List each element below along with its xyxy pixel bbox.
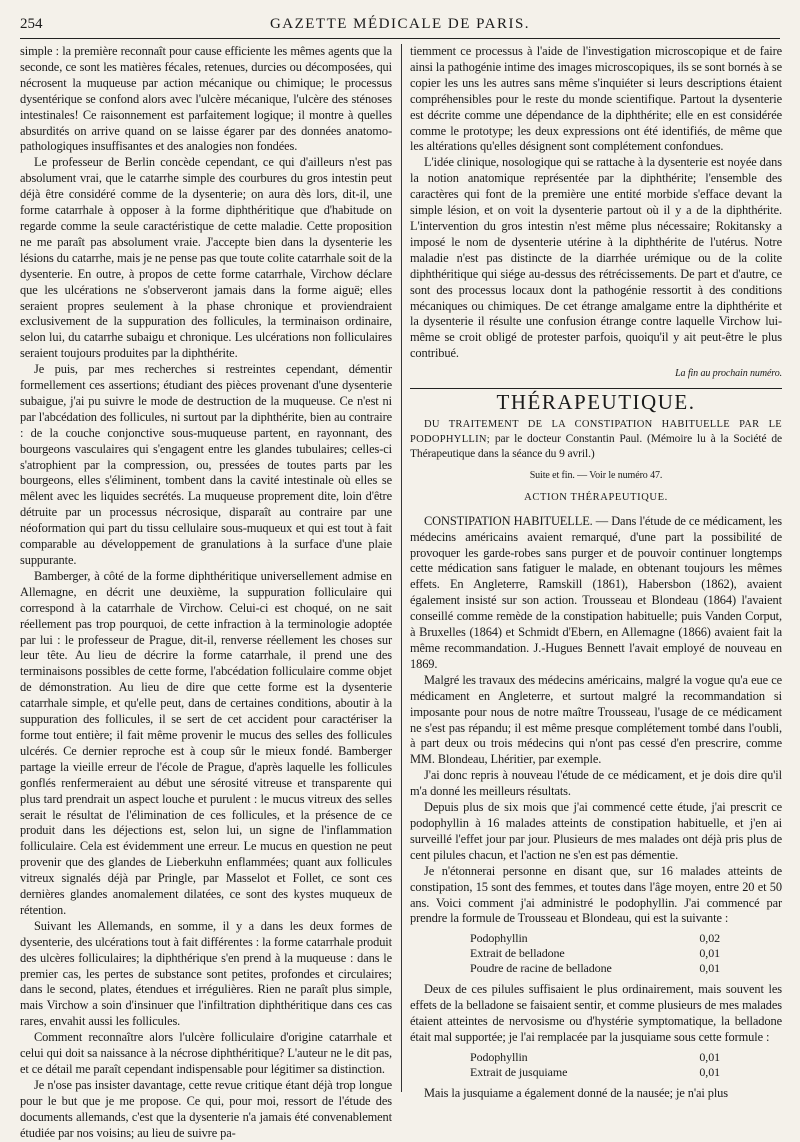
paragraph: Mais la jusquiame a également donné de la nausée; je n'ai plus [424,1085,728,1100]
article-title-rest: par le docteur Constantin Paul. (Mémoire lu à la Société de Thérapeutique dans la séance du 9 avril.) [410,432,782,460]
formula-row [470,931,720,946]
right-column [410,44,782,1100]
ingredient-name: Podophyllin [470,1049,528,1064]
ingredient-dose: 0,01 [699,946,720,961]
page-number: 254 [20,16,43,32]
formula-row [470,961,720,976]
paragraph: Je n'ose pas insister davantage, cette revue critique étant déjà trop longue pour le but que je me propose. Ce qui, pour moi, ressort de l'étude des documents allemands, c'est que la dysenterie n'a jamais été convenablement étudiée par nos voisins; au lieu de suivre pa- [20,1077,392,1140]
paragraph: Malgré les travaux des médecins américains, malgré la vogue qu'a eue ce médicament en Angleterre, et surtout malgré la recommandation si imposante pour nous de notre maître Trousseau, l'usage de ce médicament ne s'est pas répandu; il est même presque complétement tombé dans l'oubli, à part deux ou trois médecins qui n'ont pas cessé d'en prescrire, comme MM. Blondeau, Lhéritier, par exemple. [410,672,782,767]
ingredient-name: Podophyllin [470,931,528,946]
paragraph: CONSTIPATION HABITUELLE. — Dans l'étude de ce médicament, les médecins américains avaient remarqué, d'une part la possibilité de provoquer les garde-robes sans purger et de pouvoir continuer longtemps cette médication sans fatiguer le malade, en obtenant toujours les mêmes effets. En Angleterre, Ramskill (1861), Habersbon (1862), avaient également insisté sur son action. Trousseau et Blondeau (1864) l'avaient conseillé comme remède de la constipation habituelle; puis Vanden Corput, à Bruxelles (1864) et Schmidt d'Ebern, en Allemagne (1866) avaient fait la même recommandation. J.-Hugues Bennett l'avait employé de nouveau en 1869. [410,513,782,671]
paragraph: Suivant les Allemands, en somme, il y a dans les deux formes de dysenterie, des ulcérations tout à fait différentes : la forme catarrhale produit des ulcères folliculaires; la diphthérique s'en prend à la muqueuse : dans le premier cas, les pertes de substance sont petites, profondes et circulaires; dans le second, plates, étendues et irrégulières. Rien ne paraît plus simple, mais Virchow a soin d'insinuer que l'infiltration diphthéritique dans ces cas rares, envahit aussi les follicules. [20,918,392,1029]
to-be-continued-note: La fin au prochain numéro. [675,368,782,380]
journal-title: GAZETTE MÉDICALE DE PARIS. [269,16,531,32]
article-title [410,417,782,462]
left-column [20,44,392,1140]
paragraph: Le professeur de Berlin concède cependant, ce qui d'ailleurs n'est pas absolument vrai, que le catarrhe simple des courbures du gros intestin peut déjà être considéré comme de la dysenterie; on aura dès lors, dit-il, une forme catarrhale à opposer à la forme diphthéritique que d'habitude on regarde comme la seule caractéristique de cette maladie. Cette proposition ne me paraît pas absolument vraie. J'accepte bien dans la dysenterie les lésions du catarrhe, mais je ne pense pas que toute colite catarrhale soit de la dysenterie. En outre, à propos de cette forme catarrhale, Virchow déclare que les ulcérations ne s'observeront jamais dans la forme aiguë; elles seraient propres seulement à la phase chronique et proviendraient exclusivement de la suppuration des follicules, la terminaison ordinaire, selon lui, du catarrhe subaigu et chronique. Les ulcérations non folliculaires seraient toujours produites par la diphthérite. [20,155,392,361]
paragraph: Bamberger, à côté de la forme diphthéritique universellement admise en Allemagne, en décrit une deuxième, la suppuration folliculaire qui correspond à la catarrhale de Virchow. Celui-ci est choqué, on ne sait réellement pas trop pourquoi, de cette infraction à la terminologie adoptée par lui : le professeur de Prague, dit-il, renverse réellement les choses sur leur tête. Au lieu de décrire la forme catarrhale, il prend une des terminaisons possibles de cette forme, l'abcédation folliculaire comme objet de démonstration. Au lieu de dire que cette forme est la dysenterie catarrhale simple, et qu'elle peut, dans de certaines conditions, aboutir à la suppuration des follicules, il se sert de cet accident pour caractériser la forme tout entière; il fait même provenir le mucus des selles des follicules ulcérés. Ce dernier reproche est à coup sûr le mieux fondé. Bamberger partage la vieille erreur de l'école de Prague, d'après laquelle les follicules gonflés renfermeraient au début une sérosité vitreuse et transparente qui plus tard prendrait un aspect louche et purulent : le mucus vitreux des selles serait le résultat de l'élimination de ces follicules, et la présence de ce produit dans les déjections est, selon lui, un signe de l'inflammation folliculaire. Cela est évidemment une erreur. Le mucus en question ne peut provenir que des glandes de Lieberkuhn enflammées; quant aux follicules vitreux signalés déjà par Pringle, par Masselot et Follet, ce sont ces dernières glandes anomalement dilatées, ce sont des kystes muqueux de rétention. [20,568,392,917]
paragraph: J'ai donc repris à nouveau l'étude de ce médicament, et je dois dire qu'il m'a donné les meilleurs résultats. [410,768,782,799]
formula-row [470,946,720,961]
article-title-caps: DU TRAITEMENT DE LA CONSTIPATION HABITUELLE PAR LE PODOPHYLLIN; [410,418,782,445]
suite-note: Suite et fin. — Voir le numéro 47. [529,469,663,481]
ingredient-name: Extrait de jusquiame [470,1064,568,1079]
section-title: THÉRAPEUTIQUE. [496,390,696,415]
subheading: ACTION THÉRAPEUTIQUE. [524,491,668,503]
paragraph: Comment reconnaître alors l'ulcère folliculaire d'origine catarrhale et celui qui doit sa naissance à la nécrose diphthéritique? L'auteur ne le dit pas, et ce détail me paraît cependant indispensable pour légitimer sa distinction. [20,1030,392,1076]
formula-row [470,1050,720,1065]
ingredient-dose: 0,01 [699,1049,720,1064]
column-divider [401,44,402,1092]
paragraph: Je n'étonnerai personne en disant que, sur 16 malades atteints de constipation, 15 sont des femmes, et toutes dans l'âge moyen, entre 20 et 50 ans. Voici comment j'ai administré le podophyllin. J'ai commencé par prendre la formule de Trousseau et Blondeau, qui est la suivante : [410,863,782,926]
paragraph: Deux de ces pilules suffisaient le plus ordinairement, mais souvent les effets de la belladone se faisaient sentir, et comme plusieurs de mes malades étaient atteintes de nervosisme ou d'hystérie symptomatique, la belladone était mal supportée; je l'ai remplacée par la jusquiame sous cette formule : [410,982,782,1045]
ingredient-dose: 0,01 [699,961,720,976]
ingredient-name: Poudre de racine de belladone [470,961,612,976]
section-rule [410,388,782,389]
ingredient-name: Extrait de belladone [470,946,565,961]
page-header [20,12,780,39]
ingredient-dose: 0,01 [699,1064,720,1079]
formula-belladone [470,931,720,976]
paragraph: tiemment ce processus à l'aide de l'investigation microscopique et de faire ainsi la pathogénie intime des images microscopiques, ils se sont bornés à se copier les uns les autres sans même s'inquiéter si leurs descriptions étaient compréhensibles pour le reste du monde scientifique. Partout la dysenterie est décrite comme une dépendance de la diphthérite; elle en est considérée comme le prototype; les deux expressions ont été identifiés, de même que les altérations qu'elles désignent sont complétement confondues. [410,44,782,154]
ingredient-dose: 0,02 [699,931,720,946]
formula-row [470,1065,720,1080]
paragraph: L'idée clinique, nosologique qui se rattache à la dysenterie est noyée dans la notion anatomique représentée par la diphthérite; l'ensemble des caractères qui font de la première une entité morbide s'efface devant la simple lésion, et on voit la dysenterie partout où il y a de la diphthérite. L'intervention du gros intestin n'est même plus nécessaire; Rokitansky a imposé le nom de dysenterie utérine à la diphthérite de l'utérus. Notre maladie n'est pas distincte de la diarrhée urémique ou de la colite diphthéritique qui siége au-dessus des rétrécissements. De part et d'autre, ce sont des processus locaux dont la pathogénie ressortit à des conditions mécaniques ou chimiques. De cet étrange amalgame entre la diphthérite et la dysenterie il résulte une confusion étrange contre laquelle Virchow lui-même se croit obligé de protester parfois, quoiqu'il y ait peut-être le plus contribué. [410,155,782,361]
formula-jusquiame [470,1050,720,1080]
paragraph: Je puis, par mes recherches si restreintes cependant, démentir formellement ces assertions; étudiant des pièces provenant d'une dysenterie subaigue, j'ai pu suivre le mode de destruction de la muqueuse. Ce n'est ni par l'abcédation des follicules, ni surtout par la diphthérite, bien au contraire : de la couche conjonctive sous-muqueuse partent, en rayonnant, des bourgeons vasculaires qui s'engagent entre les glandes tubulaires; celles-ci s'atrophient par la compression, ou, pressées de toutes parts par les bourgeons, elles s'éliminent, tombent dans la cavité intestinale où elles se mêlent avec les liquides secrétés. La muqueuse proprement dite, loin d'être détruite par un processus nécrosique, disparaît au contraire par une néoformation qui part du tissu cellulaire sous-muqueux et qui est tout à fait comparable au développement de granulations à la surface d'une plaie suppurante. [20,362,392,567]
paragraph: simple : la première reconnaît pour cause efficiente les mêmes agents que la seconde, ce sont les matières fécales, retenues, durcies ou décomposées, qui nécrosent la muqueuse par action mécanique ou chimique; le processus dysentérique se confond alors avec l'ulcère mécanique, l'ulcère des sténoses intestinales! Ce raisonnement est parfaitement logique; il montre à quelles absurdités on arrive quand on se laisse égarer par des données anatomo-pathologiques insuffisantes et des analogies non fondées. [20,44,392,154]
paragraph: Depuis plus de six mois que j'ai commencé cette étude, j'ai prescrit ce podophyllin à 16 malades atteints de constipation habituelle, et j'en ai surveillé l'effet jour par jour. Plusieurs de mes malades ont déjà pris plus de cent pilules chacun, et l'action ne s'en est pas démentie. [410,800,782,862]
